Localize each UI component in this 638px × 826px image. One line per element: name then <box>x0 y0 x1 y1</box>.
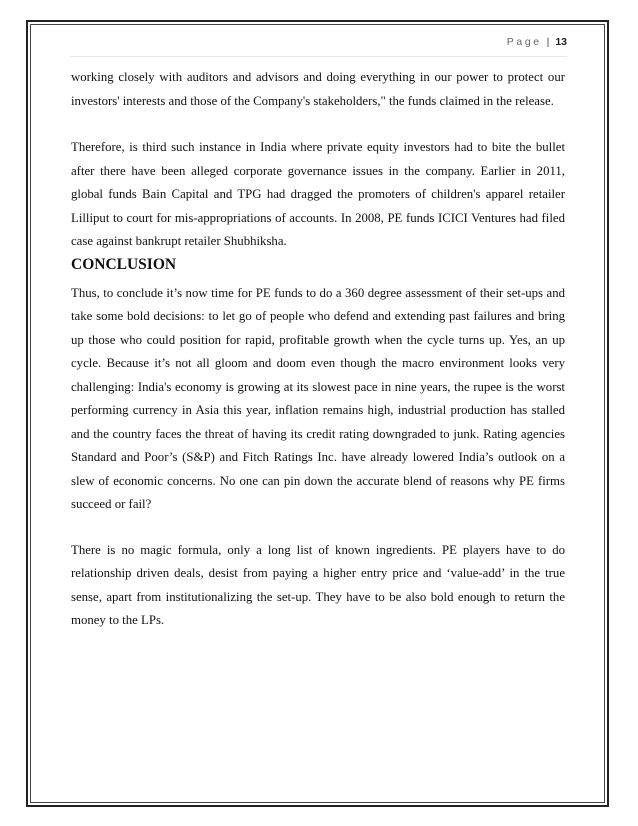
page-number: 13 <box>555 36 567 48</box>
paragraph-continuation: working closely with auditors and advisors and doing everything in our power to protect our investors' interests and those of the Company's stakeholders," the funds claimed in the release. <box>71 70 565 108</box>
paragraph-magic-formula: There is no magic formula, only a long list of known ingredients. PE players have to do relationship driven deals, desist from paying a higher entry price and ‘value-add’ in the true sense, apart from institutionalizing the set-up. They have to be also bold enough to return the money to the LPs. <box>71 542 565 627</box>
page-label: Page <box>506 36 542 48</box>
section-heading-conclusion: CONCLUSION <box>71 255 177 273</box>
header-rule <box>70 56 567 57</box>
page-header <box>70 36 567 54</box>
paragraph-conclusion: Thus, to conclude it’s now time for PE funds to do a 360 degree assessment of their set-ups and take some bold decisions: to let go of people who defend and extending past failures and bring up those who could position for rapid, profitable growth when the cycle turns up. Yes, an up cycle. Because it’s not all gloom and doom even though the macro environment looks very challenging: India's economy is growing at its slowest pace in nine years, the rupee is the worst performing currency in Asia this year, inflation remains high, industrial production has stalled and the country faces the threat of having its credit rating downgraded to junk. Rating agencies Standard and Poor’s (S&P) and Fitch Ratings Inc. have already lowered India’s outlook on a slew of economic concerns. No one can pin down the accurate blend of reasons why PE firms succeed or fail? <box>71 285 565 511</box>
paragraph-governance-instances: Therefore, is third such instance in India where private equity investors had to bite the bullet after there have been alleged corporate governance issues in the company. Earlier in 2011, global funds Bain Capital and TPG had dragged the promoters of children's apparel retailer Lilliput to court for mis-appropriations of accounts. In 2008, PE funds ICICI Ventures had filed case against bankrupt retailer Shubhiksha. <box>71 140 565 248</box>
document-body <box>71 66 565 633</box>
page-separator: | <box>546 36 550 48</box>
